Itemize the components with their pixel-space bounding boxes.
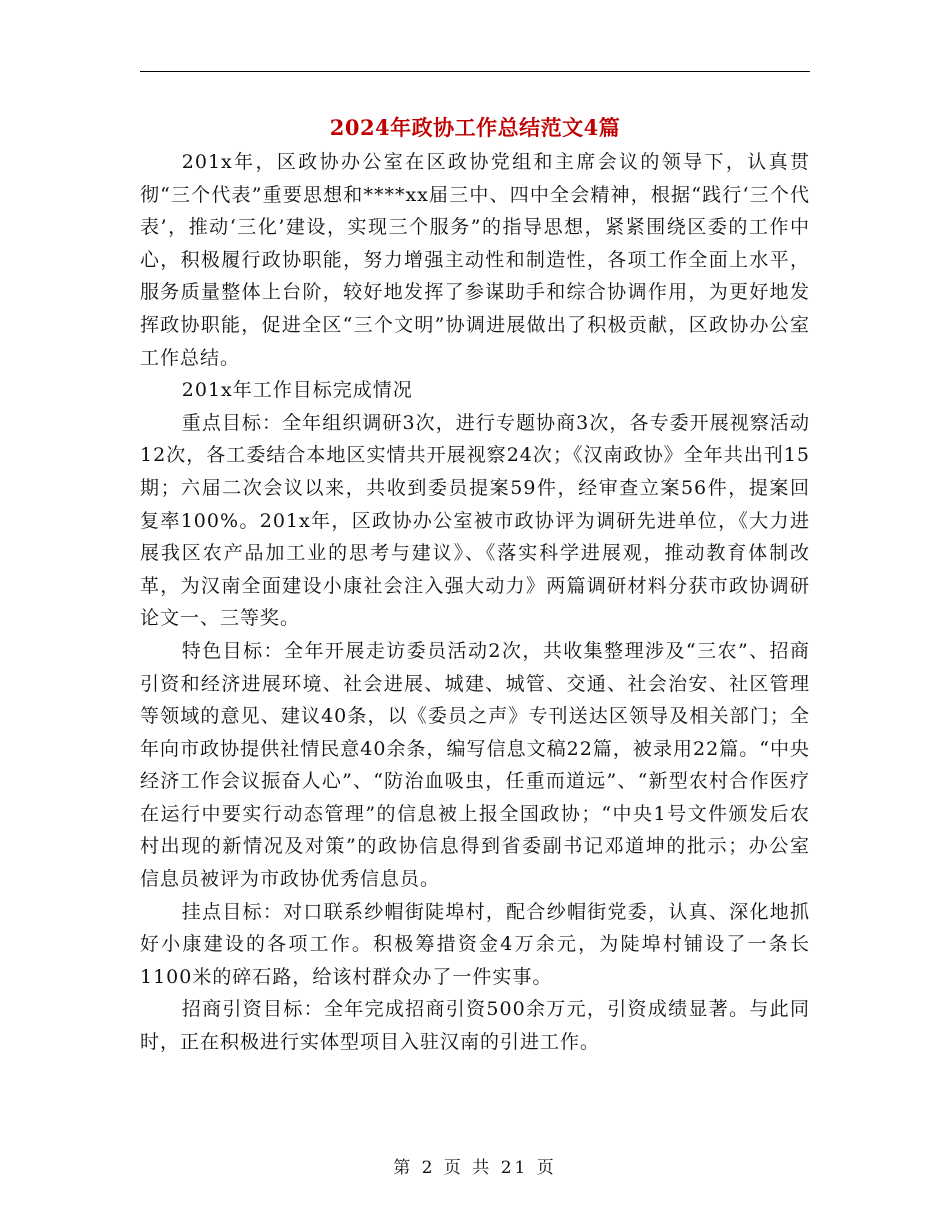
paragraph-investment-goals: 招商引资目标：全年完成招商引资500余万元，引资成绩显著。与此同时，正在积极进行实体型项目入驻汉南的引进工作。 <box>140 998 810 1054</box>
paragraph-liaison-goals: 挂点目标：对口联系纱帽街陡埠村，配合纱帽街党委，认真、深化地抓好小康建设的各项工作。积极筹措资金4万余元，为陡埠村铺设了一条长1100米的碎石路，给该村群众办了一件实事。 <box>140 900 810 988</box>
paragraph-intro: 201x年，区政协办公室在区政协党组和主席会议的领导下，认真贯彻“三个代表”重要思想和****xx届三中、四中全会精神，根据“践行‘三个代表’，推动‘三化’建设，实现三个服务”的指导思想，紧紧围绕区委的工作中心，积极履行政协职能，努力增强主动性和制造性，各项工作全面上水平，服务质量整体上台阶，较好地发挥了参谋助手和综合协调作用，为更好地发挥政协职能，促进全区“三个文明”协调进展做出了积极贡献，区政协办公室工作总结。 <box>140 151 810 369</box>
document-title: 2024年政协工作总结范文4篇 <box>329 115 621 140</box>
paragraph-section-heading: 201x年工作目标完成情况 <box>181 379 413 402</box>
paragraph-key-goals: 重点目标：全年组织调研3次，进行专题协商3次，各专委开展视察活动12次，各工委结合本地区实情共开展视察24次；《汉南政协》全年共出刊15期；六届二次会议以来，共收到委员提案59件，经审查立案56件，提案回复率100%。201x年，区政协办公室被市政协评为调研先进单位，《大力进展我区农产品加工业的思考与建议》、《落实科学进展观，推动教育体制改革，为汉南全面建设小康社会注入强大动力》两篇调研材料分获市政协调研论文一、三等奖。 <box>140 411 810 630</box>
page-number-footer: 第 2 页 共 21 页 <box>393 1158 557 1178</box>
header-rule <box>140 71 810 72</box>
document-body <box>140 146 810 1059</box>
paragraph-featured-goals: 特色目标：全年开展走访委员活动2次，共收集整理涉及“三农”、招商引资和经济进展环境、社会进展、城建、城管、交通、社会治安、社区管理等领域的意见、建议40条，以《委员之声》专刊送达区领导及相关部门；全年向市政协提供社情民意40余条，编写信息文稿22篇，被录用22篇。“中央经济工作会议振奋人心”、“防治血吸虫，任重而道远”、“新型农村合作医疗在运行中要实行动态管理”的信息被上报全国政协；“中央1号文件颁发后农村出现的新情况及对策”的政协信息得到省委副书记邓道坤的批示；办公室信息员被评为市政协优秀信息员。 <box>140 639 810 891</box>
